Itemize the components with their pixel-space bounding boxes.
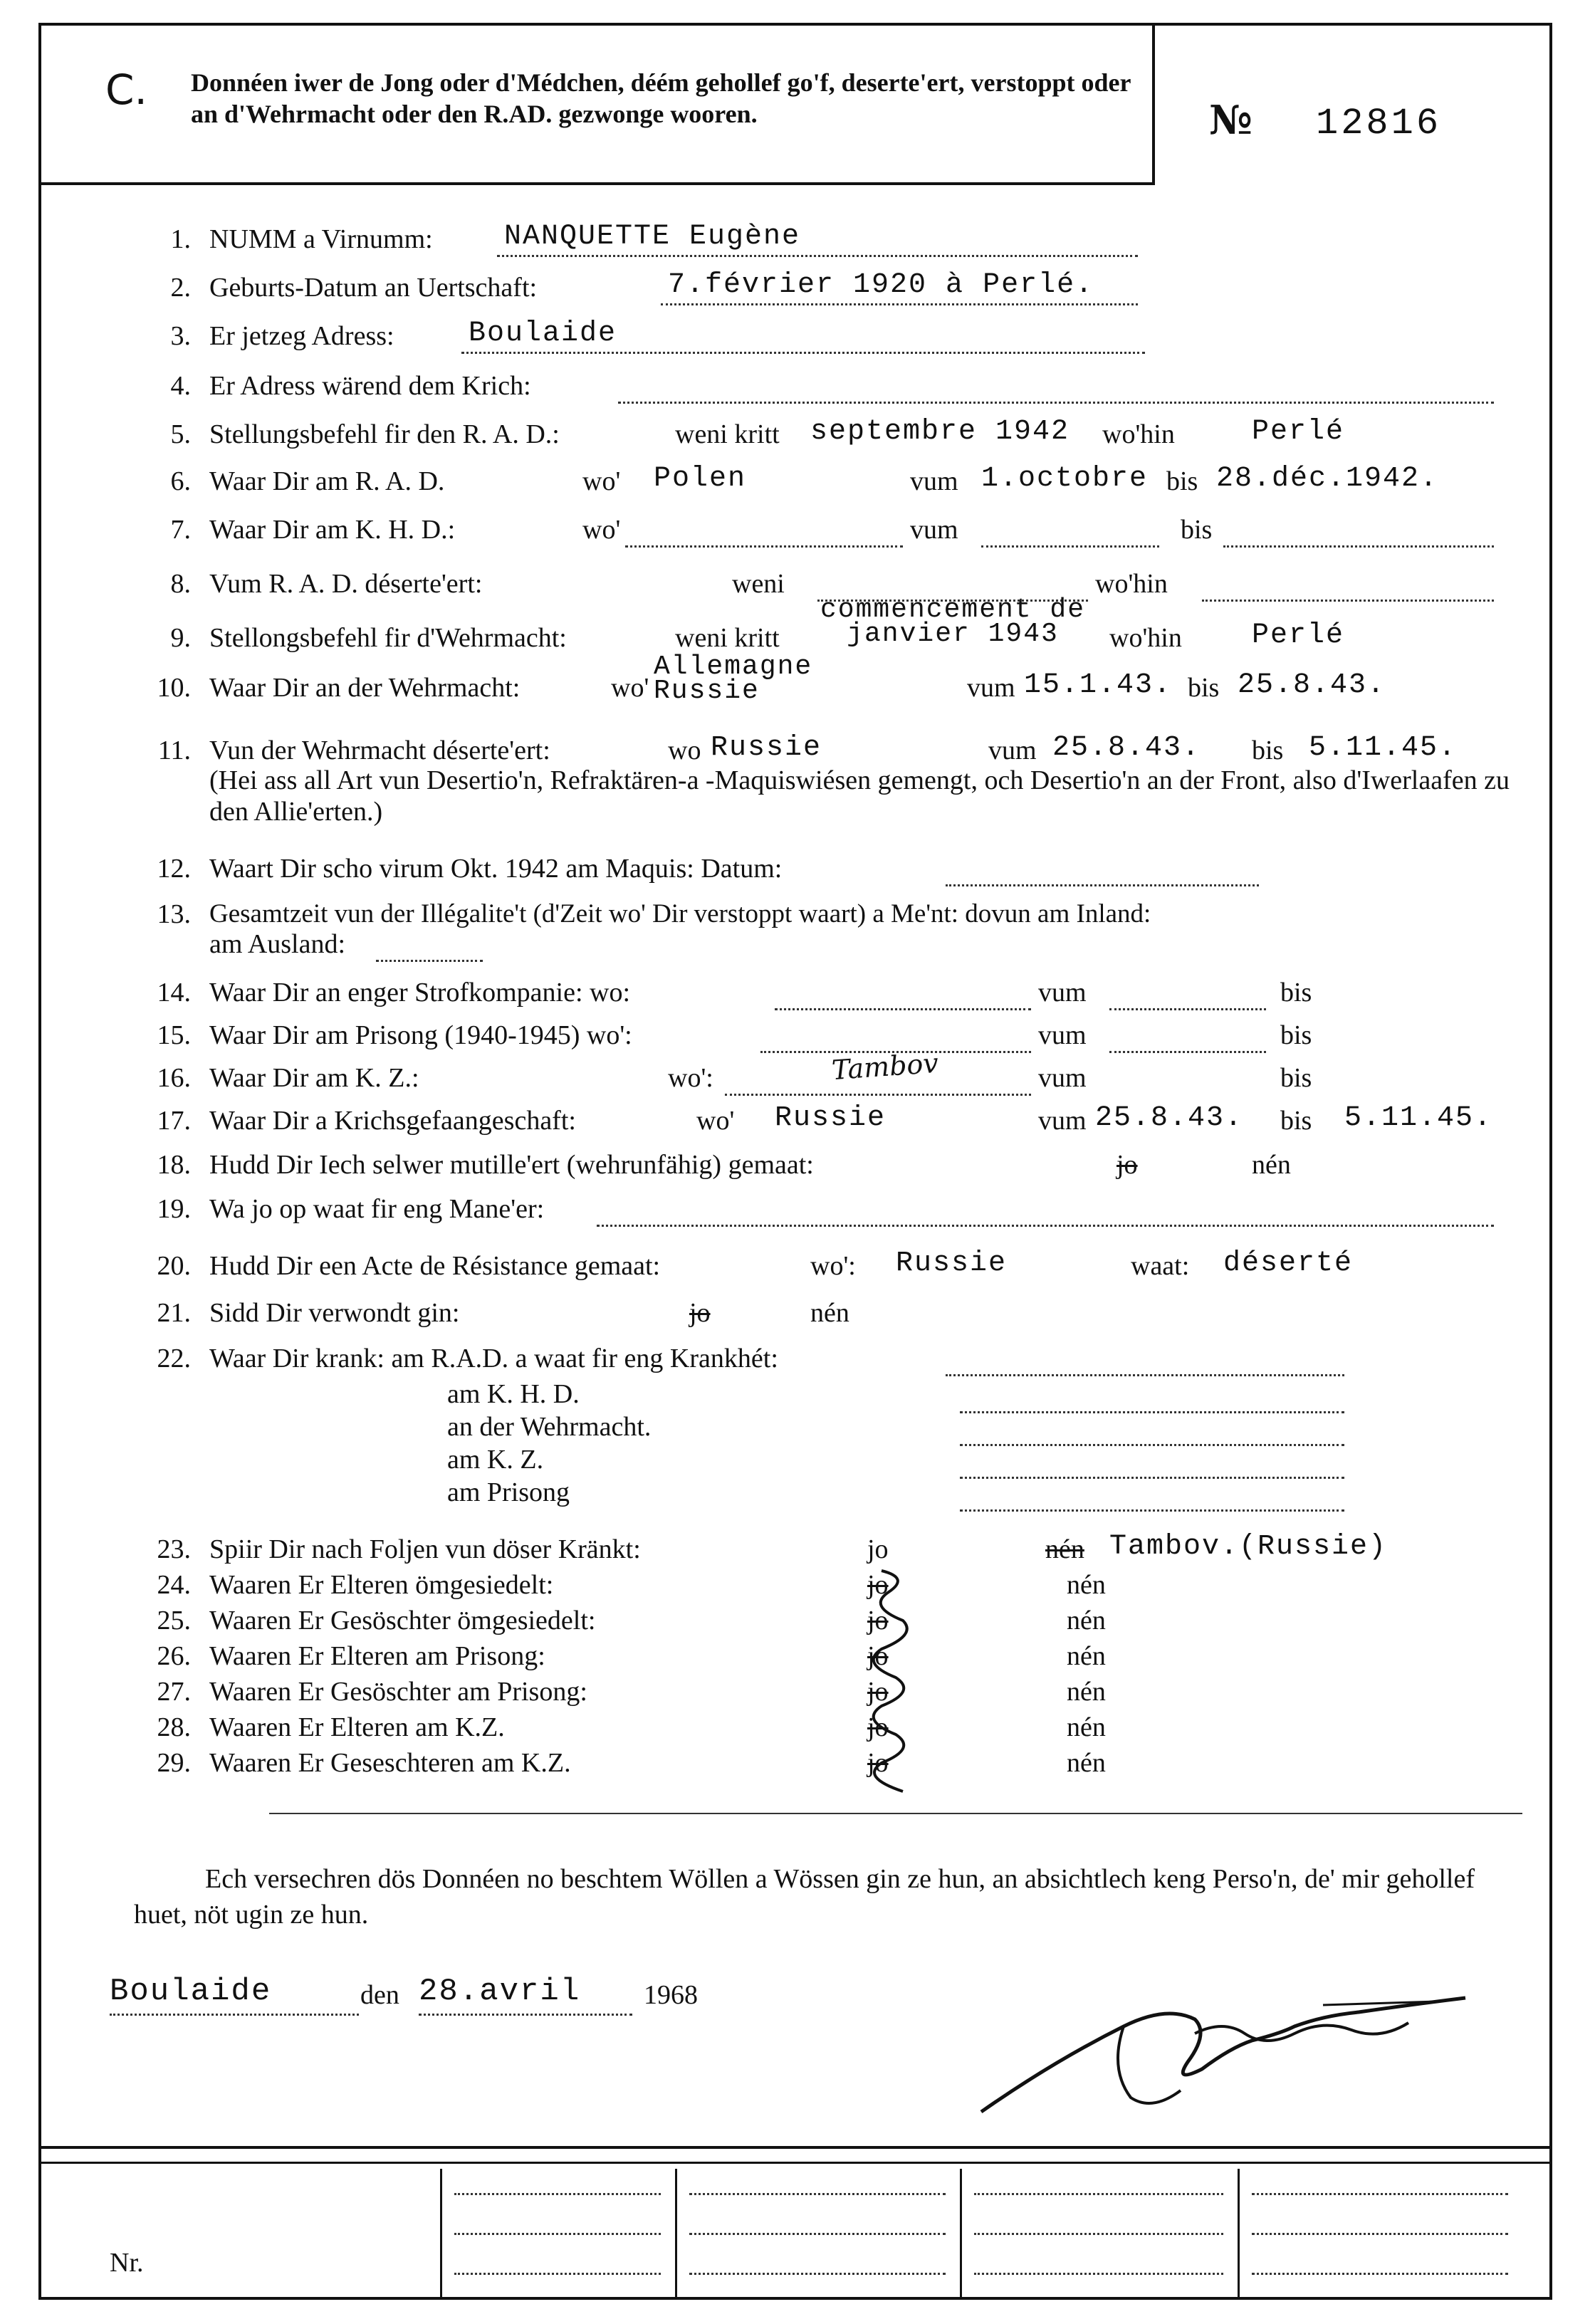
footer-rule-top (41, 2146, 1549, 2149)
section-separator (269, 1813, 1522, 1814)
fill-line (1109, 1008, 1266, 1010)
fill-line (689, 2233, 946, 2235)
row-number: 13. (157, 899, 191, 929)
row-label: Waaren Er Geseschteren am K.Z. (209, 1748, 571, 1778)
row-20 (41, 1247, 1549, 1286)
wo-label: wo': (810, 1251, 856, 1281)
row-label: Er Adress wärend dem Krich: (209, 371, 531, 401)
fill-line (597, 1225, 1494, 1227)
row-label: Spiir Dir nach Foljen vun döser Kränkt: (209, 1534, 641, 1564)
fill-line (725, 1094, 1031, 1096)
fill-line (974, 2273, 1223, 2275)
wo-value: Russie (775, 1102, 887, 1134)
bis-label: bis (1188, 673, 1220, 703)
row-23 (41, 1531, 1549, 1569)
wo-label: wo' (582, 515, 621, 545)
row-label: Waar Dir an enger Strofkompanie: wo: (209, 978, 631, 1007)
fill-line (461, 352, 1145, 354)
bis-label: bis (1252, 736, 1284, 765)
row-number: 27. (157, 1677, 191, 1707)
bis-value: 5.11.45. (1344, 1102, 1493, 1134)
row-label: Waar Dir am K. H. D.: (209, 515, 456, 545)
declaration-text: Ech versechren dös Donnéen no beschtem Wöllen a Wössen gin ze hun, an absichtlech keng Perso'n, de' mir gehollef huet, nöt ugin ze hun. (134, 1864, 1475, 1930)
fill-line (960, 1411, 1344, 1413)
row-number: 9. (170, 623, 191, 653)
fill-line (1252, 2273, 1508, 2275)
row-7 (41, 514, 1549, 550)
wo-value: Polen (654, 463, 747, 495)
form-header (41, 26, 1549, 182)
row-number: 29. (157, 1748, 191, 1778)
kz-handwritten-note: Tambov (830, 1047, 940, 1087)
nen-option-struck: nén (1045, 1534, 1084, 1564)
section-letter: C. (105, 66, 147, 114)
strike-scribble (839, 1564, 938, 1806)
row-number: 6. (170, 466, 191, 496)
fill-line (618, 402, 1494, 404)
jo-option-struck: jo (867, 1606, 889, 1635)
row-label: Waar Dir am R. A. D. (209, 466, 445, 496)
wo-label: wo' (611, 673, 649, 703)
footer-column-divider (675, 2169, 677, 2298)
jo-option: jo (867, 1534, 889, 1564)
form-page (38, 23, 1552, 2300)
fill-line (1223, 545, 1494, 548)
row-15 (41, 1020, 1549, 1055)
row-number: 5. (170, 419, 191, 449)
bis-label: bis (1280, 978, 1312, 1007)
vum-value: 25.8.43. (1095, 1102, 1244, 1134)
jo-option-struck: jo (867, 1748, 889, 1778)
row-label: Geburts-Datum an Uertschaft: (209, 273, 538, 303)
weni-value: septembre 1942 (810, 416, 1070, 448)
nen-option: nén (1067, 1606, 1106, 1635)
jo-option-struck: jo (689, 1298, 711, 1328)
row-number: 10. (157, 673, 191, 703)
row-number: 12. (157, 854, 191, 884)
row-21 (41, 1297, 1549, 1333)
fill-line (689, 2193, 946, 2195)
row-22 (41, 1343, 1549, 1378)
row-number: 16. (157, 1063, 191, 1093)
row-22-sub: am K. Z. (447, 1445, 544, 1475)
vum-label: vum (1038, 1063, 1087, 1093)
row-number: 14. (157, 978, 191, 1007)
bis-label: bis (1166, 466, 1198, 496)
row-label: Stellungsbefehl fir den R. A. D.: (209, 419, 560, 449)
row-number: 15. (157, 1020, 191, 1050)
row-label: Wa jo op waat fir eng Mane'er: (209, 1194, 545, 1224)
row-12 (41, 853, 1549, 889)
row-2 (41, 269, 1549, 308)
row-number: 11. (157, 736, 191, 765)
wohin-value: Perlé (1252, 416, 1345, 448)
row-8 (41, 568, 1549, 604)
weni-label: weni kritt (675, 623, 780, 653)
date-value: 28.avril (419, 1974, 581, 2009)
bis-label: bis (1280, 1020, 1312, 1050)
vum-value: 15.1.43. (1024, 669, 1173, 701)
weni-label: weni kritt (675, 419, 780, 449)
fill-line (419, 2014, 632, 2016)
fill-line (946, 884, 1259, 886)
vum-label: vum (910, 515, 958, 545)
nen-option: nén (1067, 1677, 1106, 1707)
jo-option-struck: jo (867, 1570, 889, 1600)
waat-value: déserté (1223, 1247, 1354, 1279)
fill-line (1252, 2193, 1508, 2195)
wohin-label: wo'hin (1109, 623, 1182, 653)
wo-label: wo' (696, 1106, 735, 1136)
row-13 (41, 899, 1549, 959)
fill-line (960, 1509, 1344, 1512)
fill-line (1109, 1051, 1266, 1053)
row-label-2: am Ausland: (209, 929, 346, 959)
row-label: Waar Dir am Prisong (1940-1945) wo': (209, 1020, 632, 1050)
after-effects-note: Tambov.(Russie) (1109, 1531, 1388, 1563)
jo-option-struck: jo (867, 1641, 889, 1671)
row-label: Waaren Er Elteren am Prisong: (209, 1641, 545, 1671)
bis-value: 25.8.43. (1238, 669, 1386, 701)
row-label: Waaren Er Elteren ömgesiedelt: (209, 1570, 554, 1600)
row-label: Waaren Er Gesöschter am Prisong: (209, 1677, 587, 1707)
row-number: 28. (157, 1712, 191, 1742)
row-label: Er jetzeg Adress: (209, 321, 394, 351)
row-label: Vum R. A. D. déserte'ert: (209, 569, 483, 599)
row-label: Sidd Dir verwondt gin: (209, 1298, 460, 1328)
row-number: 8. (170, 569, 191, 599)
address-value: Boulaide (469, 318, 617, 350)
vum-label: vum (988, 736, 1037, 765)
vum-label: vum (1038, 978, 1087, 1007)
wo-label: wo': (668, 1063, 713, 1093)
jo-option-struck: jo (867, 1677, 889, 1707)
row-label: Waart Dir scho virum Okt. 1942 am Maquis: Datum: (209, 854, 783, 884)
fill-line (454, 2233, 661, 2235)
footer-nr-label: Nr. (110, 2248, 144, 2278)
row-17 (41, 1102, 1549, 1141)
row-number: 21. (157, 1298, 191, 1328)
weni-label: weni (732, 569, 785, 599)
fill-line (625, 545, 903, 548)
row-29 (41, 1747, 1549, 1783)
row-14 (41, 977, 1549, 1012)
row-label: Waaren Er Elteren am K.Z. (209, 1712, 505, 1742)
row-number: 2. (170, 273, 191, 303)
nen-option: nén (1067, 1641, 1106, 1671)
row-22-sub: am K. H. D. (447, 1379, 580, 1409)
row-number: 26. (157, 1641, 191, 1671)
nen-option: nén (1067, 1712, 1106, 1742)
jo-option-struck: jo (867, 1712, 889, 1742)
fill-line (689, 2273, 946, 2275)
vum-label: vum (967, 673, 1015, 703)
wo-label: wo' (582, 466, 621, 496)
wohin-value: Perlé (1252, 619, 1345, 651)
footer-column-divider (1238, 2169, 1240, 2298)
row-19 (41, 1193, 1549, 1229)
weni-value: commencement de janvier 1943 (820, 595, 1086, 649)
den-label: den (360, 1980, 399, 2010)
vum-label: vum (1038, 1020, 1087, 1050)
row-label: Waar Dir krank: am R.A.D. a waat fir eng Krankhét: (209, 1344, 778, 1373)
row-25 (41, 1605, 1549, 1640)
row-5 (41, 416, 1549, 454)
nen-option: nén (810, 1298, 849, 1328)
row-number: 3. (170, 321, 191, 351)
number-symbol: № (1209, 97, 1253, 144)
name-value: NANQUETTE Eugène (504, 221, 801, 253)
row-number: 20. (157, 1251, 191, 1281)
row-1 (41, 221, 1549, 259)
fill-line (1252, 2233, 1508, 2235)
waat-label: waat: (1131, 1251, 1190, 1281)
row-18 (41, 1149, 1549, 1185)
row-number: 23. (157, 1534, 191, 1564)
vum-value: 25.8.43. (1052, 732, 1201, 764)
wohin-label: wo'hin (1102, 419, 1175, 449)
bis-value: 5.11.45. (1309, 732, 1458, 764)
row-6 (41, 463, 1549, 501)
fill-line (376, 960, 483, 962)
header-rule (41, 182, 1155, 185)
row-label: Vun der Wehrmacht déserte'ert: (209, 736, 550, 765)
fill-line (974, 2193, 1223, 2195)
fill-line (110, 2014, 359, 2016)
row-number: 18. (157, 1150, 191, 1180)
wo-value: Russie (896, 1247, 1008, 1279)
row-label: NUMM a Virnumm: (209, 224, 433, 254)
row-number: 25. (157, 1606, 191, 1635)
row-22-sub: an der Wehrmacht. (447, 1412, 652, 1442)
row-24 (41, 1569, 1549, 1605)
row-label: Stellongsbefehl fir d'Wehrmacht: (209, 623, 567, 653)
row-number: 24. (157, 1570, 191, 1600)
row-label: Waar Dir a Krichsgefaangeschaft: (209, 1106, 576, 1136)
row-label: Waaren Er Gesöschter ömgesiedelt: (209, 1606, 596, 1635)
header-divider (1152, 26, 1155, 182)
vum-value: 1.octobre (981, 463, 1149, 495)
row-number: 22. (157, 1344, 191, 1373)
nen-option: nén (1252, 1150, 1291, 1180)
wo-value: Allemagne Russie (654, 651, 813, 706)
year-value: 1968 (644, 1980, 698, 2010)
row-label: Waar Dir am K. Z.: (209, 1063, 419, 1093)
bis-value: 28.déc.1942. (1216, 463, 1439, 495)
row-3 (41, 320, 1549, 356)
row-16 (41, 1047, 1549, 1098)
row-label: Waar Dir an der Wehrmacht: (209, 673, 521, 703)
row-28 (41, 1712, 1549, 1747)
place-value: Boulaide (110, 1974, 272, 2009)
row-22-sub: am Prisong (447, 1477, 570, 1507)
row-number: 1. (170, 224, 191, 254)
row-number: 7. (170, 515, 191, 545)
bis-label: bis (1280, 1063, 1312, 1093)
row-number: 4. (170, 371, 191, 401)
fill-line (981, 545, 1159, 548)
fill-line (1202, 600, 1494, 602)
row-label: Hudd Dir een Acte de Résistance gemaat: (209, 1251, 661, 1281)
fill-line (946, 1374, 1344, 1376)
fill-line (960, 1444, 1344, 1446)
form-number: 12816 (1316, 103, 1442, 145)
birth-value: 7.février 1920 à Perlé. (668, 269, 1094, 301)
row-27 (41, 1676, 1549, 1712)
nen-option: nén (1067, 1570, 1106, 1600)
footer-column-divider (440, 2169, 442, 2298)
wo-value: Russie (711, 732, 822, 764)
wohin-label: wo'hin (1095, 569, 1168, 599)
row-10 (41, 651, 1549, 708)
row-number: 19. (157, 1194, 191, 1224)
vum-label: vum (1038, 1106, 1087, 1136)
bis-label: bis (1181, 515, 1213, 545)
row-label: Gesamtzeit vun der Illégalite't (d'Zeit wo' Dir verstoppt waart) a Me'nt: dovun am Inland: (209, 899, 1151, 928)
vum-label: vum (910, 466, 958, 496)
nen-option: nén (1067, 1748, 1106, 1778)
fill-line (454, 2193, 661, 2195)
bis-label: bis (1280, 1106, 1312, 1136)
form-title: Donnéen iwer de Jong oder d'Médchen, déém gehollef go'f, deserte'ert, verstoppt oder an d'Wehrmacht oder den R.AD. gezwonge wooren. (191, 68, 1131, 128)
footer-rule-inner (41, 2162, 1549, 2164)
fill-line (661, 303, 1138, 305)
fill-line (454, 2273, 661, 2275)
fill-line (974, 2233, 1223, 2235)
row-11-note: (Hei ass all Art vun Desertio'n, Refraktären-a -Maquiswiésen gemengt, och Desertio'n an der Front, also d'Iwerlaafen zu den Allie'erten.) (209, 765, 1510, 827)
row-label: Hudd Dir Iech selwer mutille'ert (wehrunfähig) gemaat: (209, 1150, 814, 1180)
jo-option-struck: jo (1116, 1150, 1138, 1180)
row-number: 17. (157, 1106, 191, 1136)
fill-line (960, 1477, 1344, 1479)
footer-column-divider (960, 2169, 962, 2298)
signature (896, 1962, 1480, 2133)
fill-line (775, 1008, 1031, 1010)
fill-line (497, 255, 1138, 257)
row-4 (41, 370, 1549, 406)
row-26 (41, 1640, 1549, 1676)
wo-label: wo (668, 736, 701, 765)
